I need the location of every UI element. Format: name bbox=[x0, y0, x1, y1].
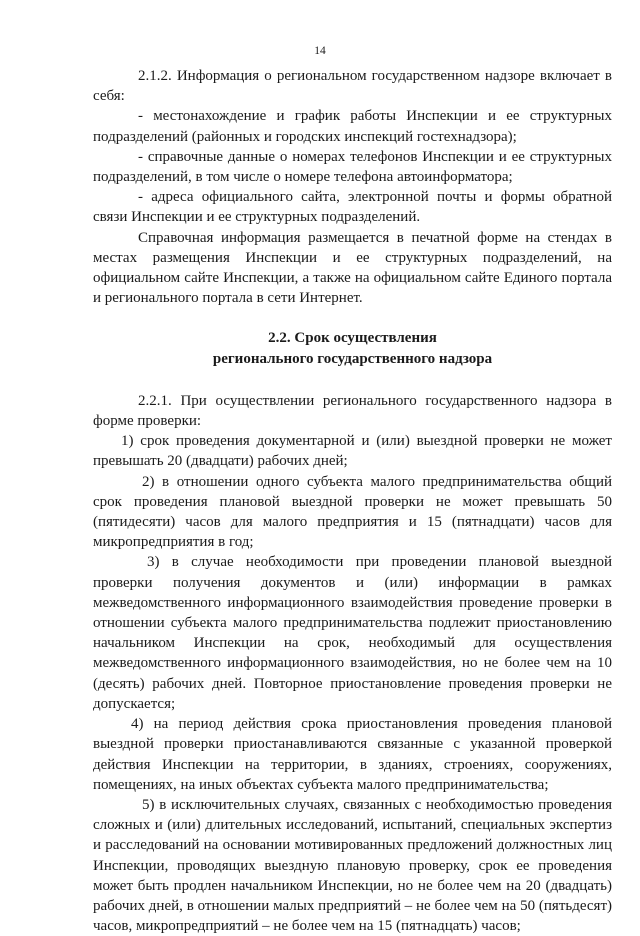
intro-paragraph: 2.1.2. Информация о региональном государственном надзоре включает в себя: bbox=[93, 68, 612, 105]
list-item-1: 1) срок проведения документарной и (или) выездной проверки не может превышать 20 (двадцати) рабочих дней; bbox=[93, 433, 612, 470]
page-number: 14 bbox=[314, 45, 326, 57]
section-heading bbox=[93, 328, 612, 368]
bullet-addresses: - адреса официального сайта, электронной почты и формы обратной связи Инспекции и ее структурных подразделений. bbox=[93, 189, 612, 226]
bullet-phones: - справочные данные о номерах телефонов Инспекции и ее структурных подразделений, в том числе о номере телефона автоинформатора; bbox=[93, 148, 612, 186]
list-item-2: 2) в отношении одного субъекта малого предпринимательства общий срок проведения плановой выездной проверки не может превышать 50 (пятидесяти) часов для малого предприятия и 15 (пятнадцати) часов для микропредприятия в год; bbox=[93, 473, 612, 551]
list-item-3: 3) в случае необходимости при проведении плановой выездной проверки получения документов и (или) информации в рамках межведомственного информационного взаимодействия проведение проверки в отношении субъекта малого предпринимательства подлежит приостановлению начальником Инспекции на срок, необходимый для осуществления межведомственного информационного взаимодействия, но не более чем на 10 (десять) рабочих дней. Повторное приостановление проведения проверки не допускается; bbox=[93, 554, 612, 712]
section-intro: 2.2.1. При осуществлении регионального государственного надзора в форме проверки: bbox=[93, 392, 612, 430]
section-heading-line1: 2.2. Срок осуществления bbox=[268, 330, 437, 347]
list-item-5: 5) в исключительных случаях, связанных с необходимостью проведения сложных и (или) длительных исследований, испытаний, специальных экспертиз и расследований на основании мотивированных предложений должностных лиц Инспекции, проводящих выездную плановую проверку, срок ее проведения может быть продлен начальником Инспекции, но не более чем на 20 (двадцать) рабочих дней, в отношении малых предприятий – не более чем на 50 (пятьдесят) часов, микропредприятий – не более чем на 15 (пятнадцать) часов; bbox=[93, 796, 612, 935]
reference-paragraph: Справочная информация размещается в печатной форме на стендах в местах размещения Инспекции и ее структурных подразделений, на официальном сайте Инспекции, а также на официальном сайте Единого портала и регионального портала в сети Интернет. bbox=[93, 229, 612, 307]
list-item-4: 4) на период действия срока приостановления проведения плановой выездной проверки приостанавливаются связанные с указанной проверкой действия Инспекции на территории, в зданиях, строениях, сооружениях, помещениях, на иных объектах субъекта малого предпринимательства; bbox=[93, 716, 612, 793]
document-body bbox=[93, 66, 612, 936]
bullet-location: - местонахождение и график работы Инспекции и ее структурных подразделений (районных и городских инспекций гостехнадзора); bbox=[93, 108, 612, 145]
section-heading-line2: регионального государственного надзора bbox=[212, 350, 493, 367]
